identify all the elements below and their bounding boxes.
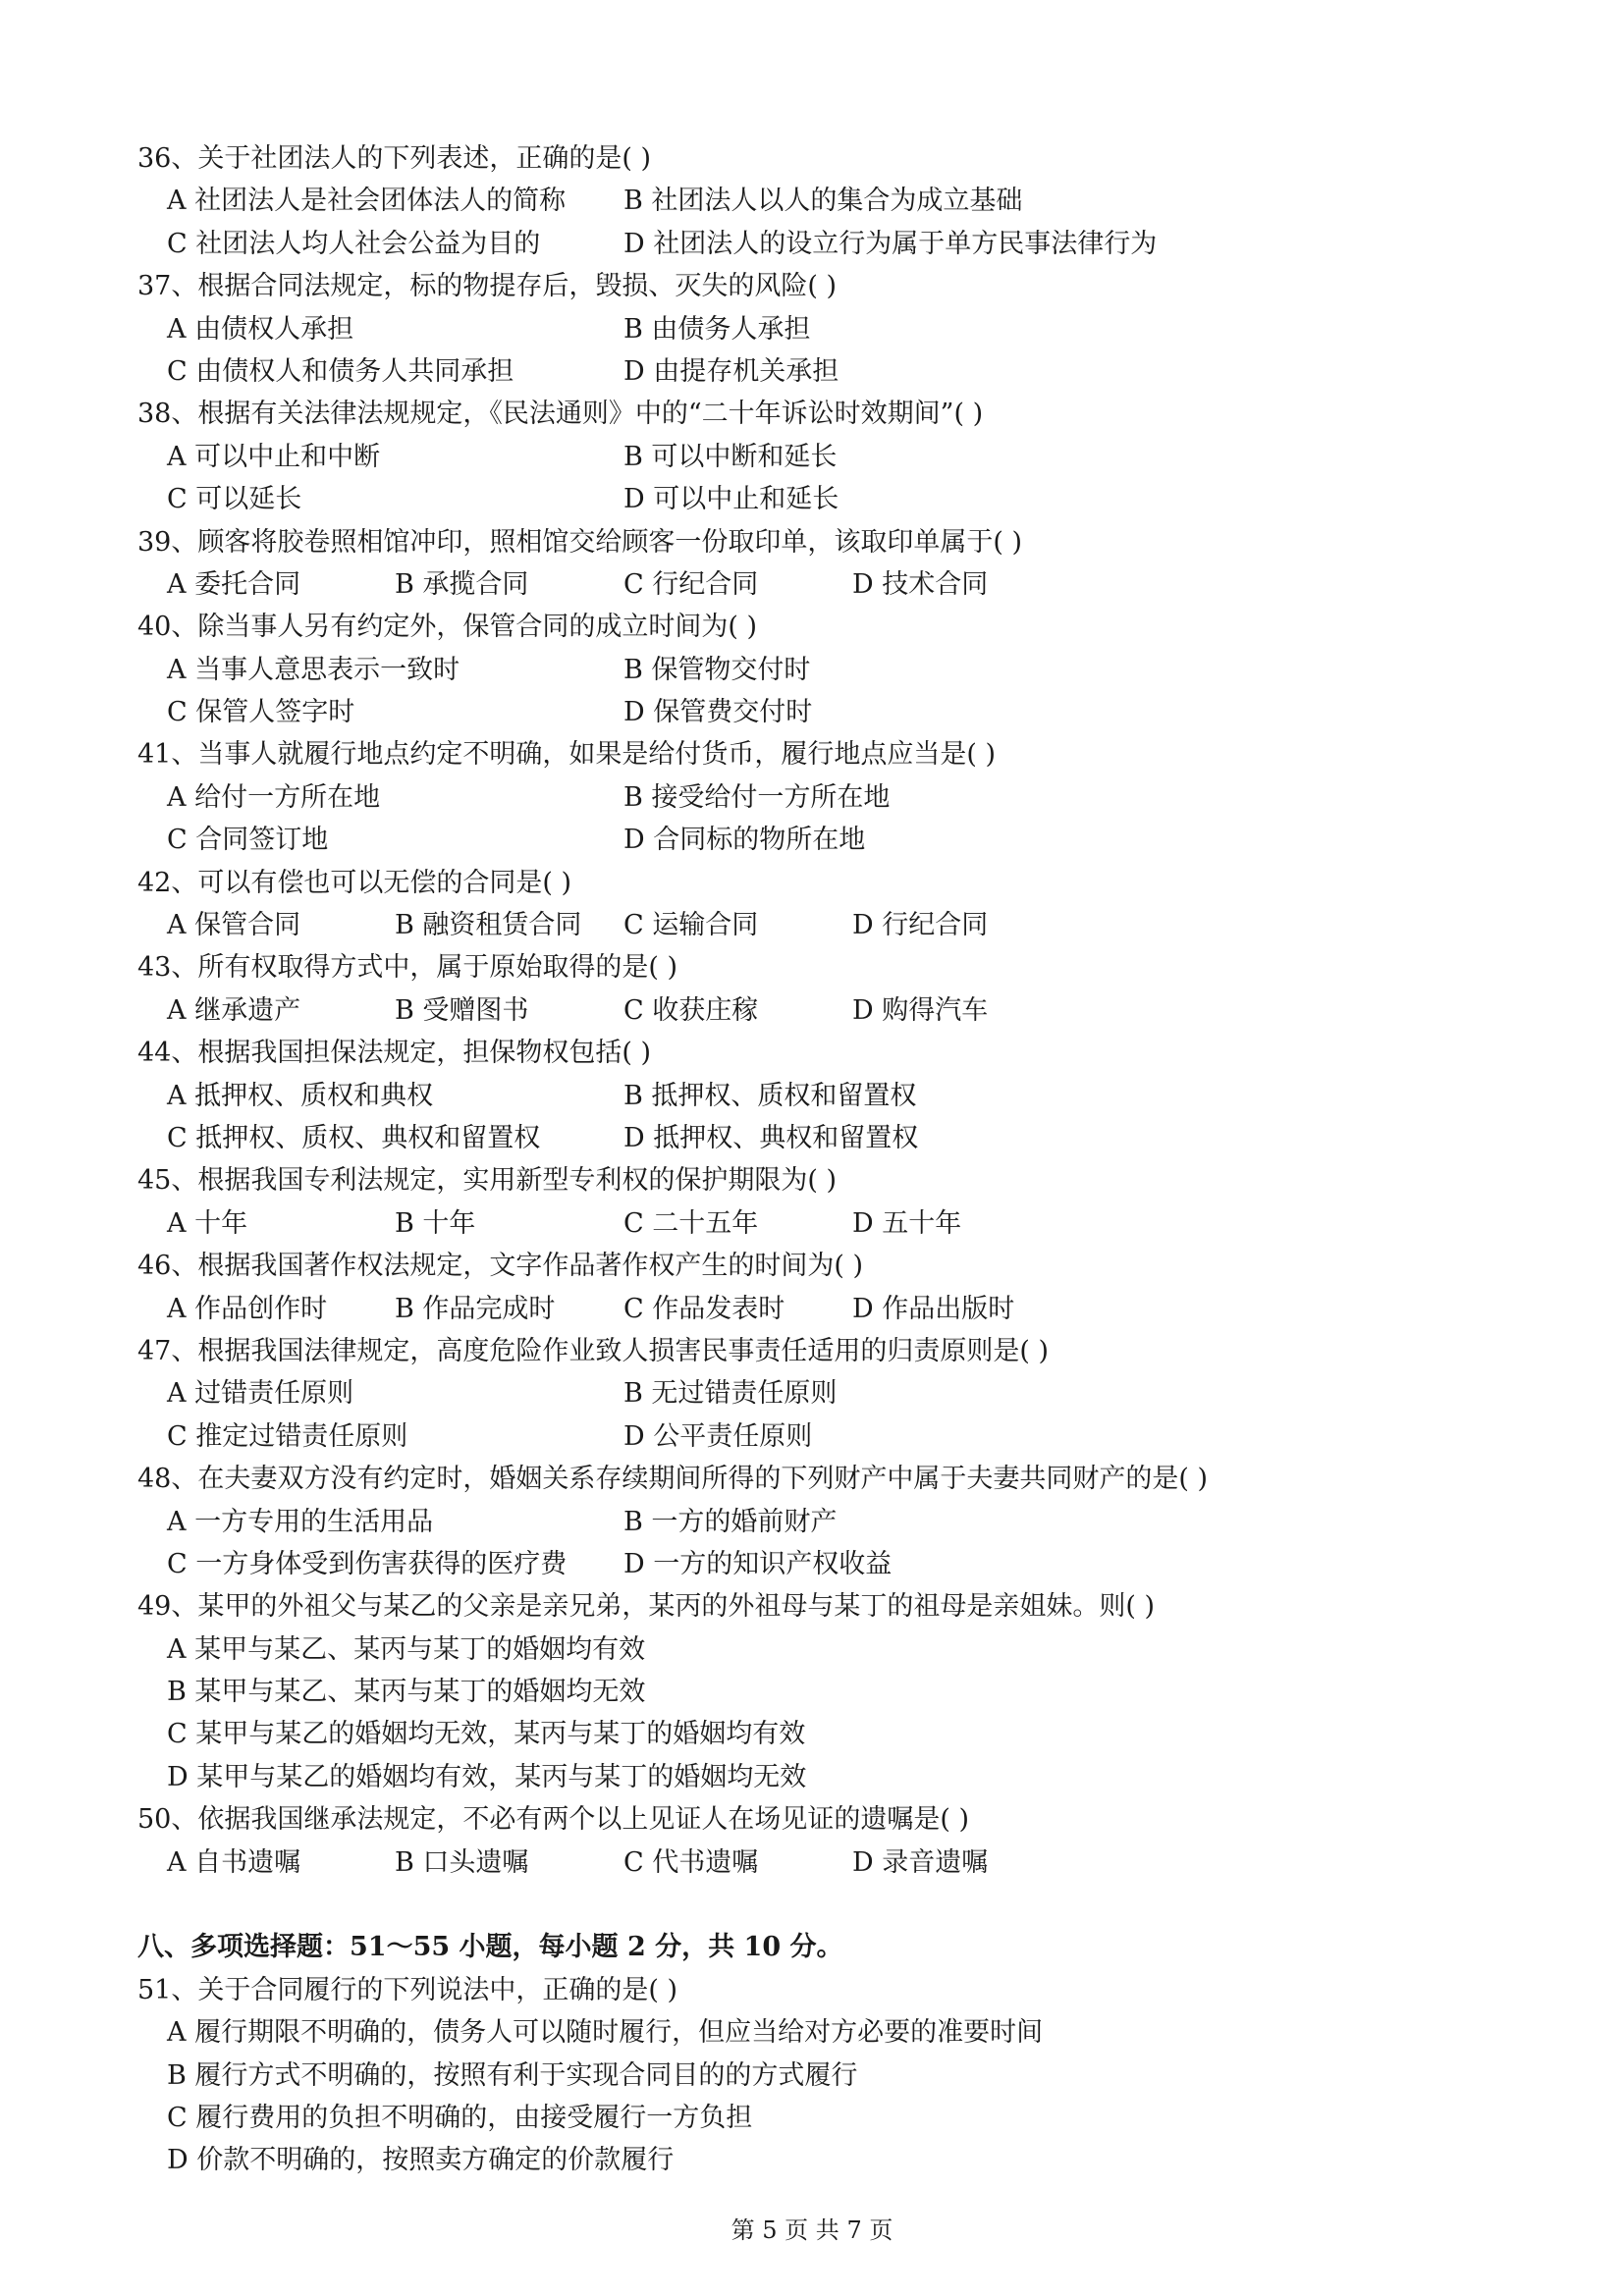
option-c: C 二十五年 [623,1207,759,1239]
option-d: D 作品出版时 [852,1293,1015,1324]
option-a: A 履行期限不明确的，债务人可以随时履行，但应当给对方必要的准要时间 [167,2017,1044,2049]
options-row [137,1415,1512,1458]
spacer [137,1884,1512,1926]
option-a: A 由债权人承担 [167,313,354,345]
option-b: B 十年 [395,1207,476,1239]
option-c: C 一方身体受到伤害获得的医疗费 [167,1548,568,1579]
option-d: D 社团法人的设立行为属于单方民事法律行为 [623,228,1158,259]
question-37: 37、根据合同法规定，标的物提存后，毁损、灭失的风险( ) [137,271,838,302]
options-row [137,223,1512,265]
option-a: A 委托合同 [167,568,301,600]
question-40: 40、除当事人另有约定外，保管合同的成立时间为( ) [137,612,758,643]
option-d: D 由提存机关承担 [623,355,839,387]
options-row [137,180,1512,222]
option-d: D 五十年 [852,1207,962,1239]
options-row [137,1075,1512,1117]
options-row [137,350,1512,393]
option-a: A 可以中止和中断 [167,441,381,472]
option-c: C 收获庄稼 [623,994,759,1026]
option-b: B 可以中断和延长 [623,441,838,472]
question-list [137,137,1512,2182]
options-row [137,1288,1512,1330]
option-b: B 保管物交付时 [623,654,811,685]
options-row [137,1629,1512,1671]
options-row [137,478,1512,520]
question-45: 45、根据我国专利法规定，实用新型专利权的保护期限为( ) [137,1165,838,1197]
options-row [137,1501,1512,1543]
option-d: D 技术合同 [852,568,989,600]
option-d: D 可以中止和延长 [623,484,839,515]
option-b: B 一方的婚前财产 [623,1506,838,1537]
option-a: A 社团法人是社会团体法人的简称 [167,186,567,217]
question-51: 51、关于合同履行的下列说法中，正确的是( ) [137,1974,678,2005]
question-38: 38、根据有关法律法规规定，《民法通则》中的“二十年诉讼时效期间”( ) [137,399,984,430]
options-row [137,2139,1512,2181]
question-44: 44、根据我国担保法规定，担保物权包括( ) [137,1038,652,1069]
option-b: B 口头遗嘱 [395,1846,529,1878]
option-c: C 履行费用的负担不明确的，由接受履行一方负担 [167,2102,753,2133]
question-41: 41、当事人就履行地点约定不明确，如果是给付货币，履行地点应当是( ) [137,739,997,771]
option-d: D 价款不明确的，按照卖方确定的价款履行 [167,2145,675,2176]
option-b: B 履行方式不明确的，按照有利于实现合同目的的方式履行 [167,2059,858,2091]
option-c: C 推定过错责任原则 [167,1420,408,1452]
section-title: 八、多项选择题：51～55 小题，每小题 2 分，共 10 分。 [137,1932,843,1963]
option-b: B 抵押权、质权和留置权 [623,1080,917,1111]
question-43: 43、所有权取得方式中，属于原始取得的是( ) [137,952,678,984]
options-row [137,1842,1512,1884]
options-row [137,2055,1512,2097]
option-a: A 过错责任原则 [167,1378,354,1410]
option-c: C 可以延长 [167,484,302,515]
option-a: A 给付一方所在地 [167,781,381,813]
option-d: D 公平责任原则 [623,1420,813,1452]
options-row [137,563,1512,606]
options-row [137,1543,1512,1585]
options-row [137,691,1512,733]
option-c: C 由债权人和债务人共同承担 [167,355,514,387]
option-d: D 一方的知识产权收益 [623,1548,893,1579]
options-row [137,1756,1512,1798]
option-b: B 融资租赁合同 [395,910,582,941]
option-b: B 无过错责任原则 [623,1378,838,1410]
options-row [137,989,1512,1032]
option-d: D 保管费交付时 [623,697,813,728]
options-row [137,436,1512,478]
question-46: 46、根据我国著作权法规定，文字作品著作权产生的时间为( ) [137,1251,864,1282]
option-c: C 代书遗嘱 [623,1846,759,1878]
option-a: A 保管合同 [167,910,301,941]
question-49: 49、某甲的外祖父与某乙的父亲是亲兄弟，某丙的外祖母与某丁的祖母是亲姐妹。则( ) [137,1591,1156,1623]
option-a: A 当事人意思表示一致时 [167,654,460,685]
option-c: C 社团法人均人社会公益为目的 [167,228,541,259]
option-a: A 抵押权、质权和典权 [167,1080,434,1111]
option-b: B 社团法人以人的集合为成立基础 [623,186,1023,217]
options-row [137,1202,1512,1245]
option-b: B 接受给付一方所在地 [623,781,891,813]
options-row [137,776,1512,819]
options-row [137,1671,1512,1713]
option-a: A 十年 [167,1207,248,1239]
question-48: 48、在夫妻双方没有约定时，婚姻关系存续期间所得的下列财产中属于夫妻共同财产的是( ) [137,1464,1209,1495]
option-a: A 某甲与某乙、某丙与某丁的婚姻均有效 [167,1633,646,1665]
options-row [137,819,1512,861]
option-a: A 自书遗嘱 [167,1846,301,1878]
option-b: B 作品完成时 [395,1293,556,1324]
option-a: A 继承遗产 [167,994,301,1026]
question-42: 42、可以有偿也可以无偿的合同是( ) [137,867,572,898]
question-39: 39、顾客将胶卷照相馆冲印，照相馆交给顾客一份取印单，该取印单属于( ) [137,526,1023,558]
page-footer: 第 5 页 共 7 页 [731,2216,893,2244]
option-c: C 保管人签字时 [167,697,355,728]
option-c: C 某甲与某乙的婚姻均无效，某丙与某丁的婚姻均有效 [167,1719,806,1750]
options-row [137,904,1512,946]
options-row [137,2011,1512,2054]
question-47: 47、根据我国法律规定，高度危险作业致人损害民事责任适用的归责原则是( ) [137,1335,1050,1366]
option-c: C 运输合同 [623,910,759,941]
options-row [137,308,1512,350]
option-b: B 承揽合同 [395,568,529,600]
options-row [137,2097,1512,2139]
option-d: D 某甲与某乙的婚姻均有效，某丙与某丁的婚姻均无效 [167,1761,807,1792]
option-d: D 行纪合同 [852,910,989,941]
option-a: A 作品创作时 [167,1293,328,1324]
option-d: D 抵押权、典权和留置权 [623,1122,919,1153]
options-row [137,649,1512,691]
option-c: C 合同签订地 [167,825,329,856]
options-row [137,1713,1512,1755]
option-d: D 录音遗嘱 [852,1846,989,1878]
options-row [137,1372,1512,1415]
option-b: B 受赠图书 [395,994,529,1026]
option-d: D 购得汽车 [852,994,989,1026]
option-b: B 某甲与某乙、某丙与某丁的婚姻均无效 [167,1677,646,1708]
option-d: D 合同标的物所在地 [623,825,866,856]
options-row [137,1117,1512,1159]
option-c: C 行纪合同 [623,568,759,600]
option-a: A 一方专用的生活用品 [167,1506,434,1537]
question-50: 50、依据我国继承法规定，不必有两个以上见证人在场见证的遗嘱是( ) [137,1804,970,1836]
option-c: C 抵押权、质权、典权和留置权 [167,1122,541,1153]
option-b: B 由债务人承担 [623,313,811,345]
option-c: C 作品发表时 [623,1293,785,1324]
question-36: 36、关于社团法人的下列表述，正确的是( ) [137,143,652,174]
